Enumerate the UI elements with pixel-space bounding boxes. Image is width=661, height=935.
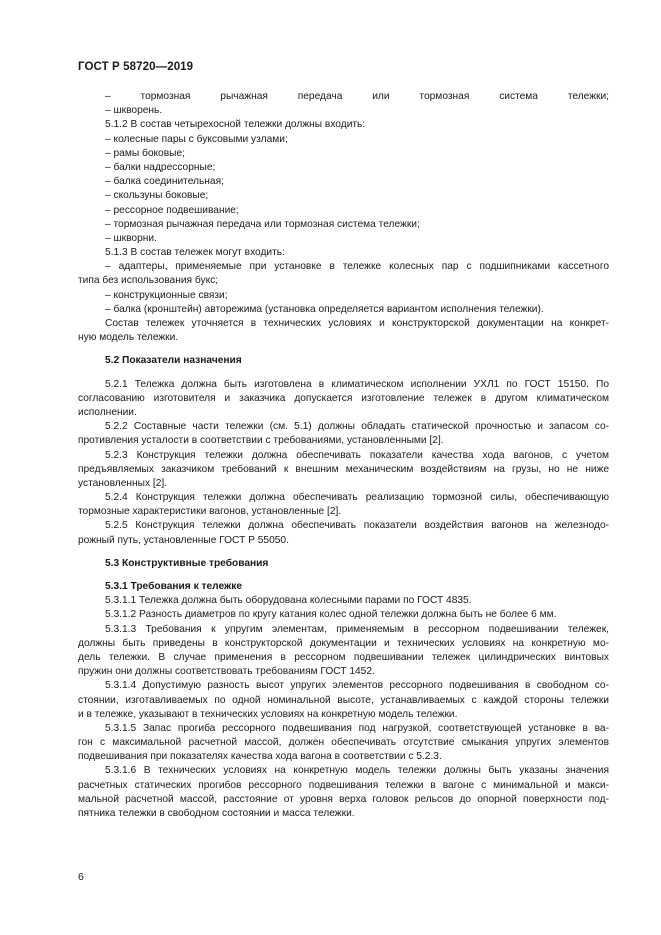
document-body — [78, 90, 609, 821]
text-line: 5.3.1.1 Тележка должна быть оборудована колесными парами по ГОСТ 4835. — [105, 595, 472, 607]
text-line: и в тележке, указывают в технических условиях на конкретную модель тележки. — [78, 708, 458, 720]
text-line: – балка соединительная; — [105, 176, 224, 188]
text-line: согласованию изготовителя и заказчика допускается изготовление тележек в другом климатическом — [78, 392, 609, 404]
text-line: 5.3.1.6 В технических условиях на конкретную модель тележки должны быть указаны значения — [105, 765, 609, 777]
page-number: 6 — [78, 871, 84, 883]
text-line: – балки надрессорные; — [105, 161, 216, 173]
text-line: – шкворни. — [105, 232, 157, 244]
text-line: 5.1.2 В состав четырехосной тележки должны входить: — [105, 119, 366, 131]
text-line: – конструкционные связи; — [105, 289, 228, 301]
text-line: Состав тележек уточняется в технических условиях и конструкторской документации на конкрет- — [105, 318, 609, 329]
text-line: должны быть приведены в конструкторской документации и технических условиях на конкретную мо- — [78, 637, 609, 649]
text-line: 5.2.3 Конструкция тележки должна обеспечивать показатели качества хода вагонов, с учетом — [105, 449, 609, 461]
text-line: 5.3.1.4 Допустимую разность высот упругих элементов рессорного подвешивания в свободном со- — [105, 680, 609, 692]
text-line: 5.3.1.5 Запас прогиба рессорного подвешивания под нагрузкой, соответствующей установке в ва- — [105, 722, 609, 734]
text-line: – тормозная рычажная передача или тормозная система тележки; — [105, 218, 420, 230]
text-line: пятника тележки в свободном состоянии и масса тележки. — [78, 808, 355, 819]
text-line: дель тележки. В случае применения в рессорном подвешивании тележек цилиндрических винтовых — [78, 651, 609, 663]
section-heading-5-2: 5.2 Показатели назначения — [105, 355, 242, 367]
text-line: пружин они должны соответствовать требованиям ГОСТ 1452. — [78, 666, 375, 678]
text-line: подвешивания при показателях качества хода вагона в соответствии с 5.2.3. — [78, 751, 442, 763]
text-line: установленных [2]. — [78, 477, 168, 489]
text-line: тормозные характеристики вагонов, установленные [2]. — [78, 506, 342, 518]
text-line: ную модель тележки. — [78, 332, 179, 344]
text-line: – балка (кронштейн) авторежима (установка определяется вариантом исполнения тележки). — [105, 303, 544, 315]
text-line: мальной расчетной массой, расстояние от уровня верха головок рельсов до опорной поверхности под- — [78, 793, 609, 805]
section-heading-5-3: 5.3 Конструктивные требования — [105, 557, 269, 569]
text-line: – тормозная рычажная передача или тормозная система тележки; — [105, 91, 609, 102]
text-line: – адаптеры, применяемые при установке в тележке колесных пар с подшипниками кассетного — [105, 261, 609, 273]
text-line: гон с максимальной расчетной массой, должен обеспечивать отсутствие смыкания упругих элементов — [78, 737, 609, 749]
text-line: 5.3.1.2 Разность диаметров по кругу катания колес одной тележки должна быть не более 6 мм. — [105, 609, 557, 621]
text-line: типа без использования букс; — [78, 275, 219, 287]
text-line: – колесные пары с буксовыми узлами; — [105, 133, 288, 145]
text-line: 5.2.2 Составные части тележки (см. 5.1) должны обладать статической прочностью и запасом со- — [105, 421, 609, 433]
text-line: предъявляемых заказчиком требований к внешним механическим воздействиям на грузы, но не ниже — [78, 463, 609, 475]
text-line: 5.2.1 Тележка должна быть изготовлена в климатическом исполнении УХЛ1 по ГОСТ 15150. По — [105, 378, 609, 390]
text-line: исполнении. — [78, 406, 137, 418]
text-line: – шкворень. — [105, 105, 163, 117]
text-line: 5.2.4 Конструкция тележки должна обеспечивать реализацию тормозной силы, обеспечивающую — [105, 492, 609, 504]
document-header: ГОСТ Р 58720—2019 — [78, 61, 194, 73]
text-line: – рессорное подвешивание; — [105, 204, 239, 216]
text-line: расчетных статических прогибов рессорного подвешивания тележки в вагоне с минимальной и макси- — [78, 779, 609, 791]
text-line: – скользуны боковые; — [105, 190, 209, 202]
text-line: стоянии, изготавливаемых по одной номинальной высоте, устанавливаемых с каждой стороны тележки — [78, 694, 609, 706]
text-line: 5.3.1.3 Требования к упругим элементам, применяемым в рессорном подвешивании тележек, — [105, 623, 609, 635]
text-line: – рамы боковые; — [105, 147, 185, 159]
text-line: 5.2.5 Конструкция тележки должна обеспечивать показатели воздействия вагонов на железнодо- — [105, 520, 609, 532]
subsection-heading-5-3-1: 5.3.1 Требования к тележке — [105, 581, 243, 592]
text-line: противления усталости в соответствии с требованиями, установленными [2]. — [78, 435, 444, 447]
text-line: 5.1.3 В состав тележек могут входить: — [105, 247, 285, 259]
text-line: рожный путь, установленные ГОСТ Р 55050. — [78, 534, 289, 546]
